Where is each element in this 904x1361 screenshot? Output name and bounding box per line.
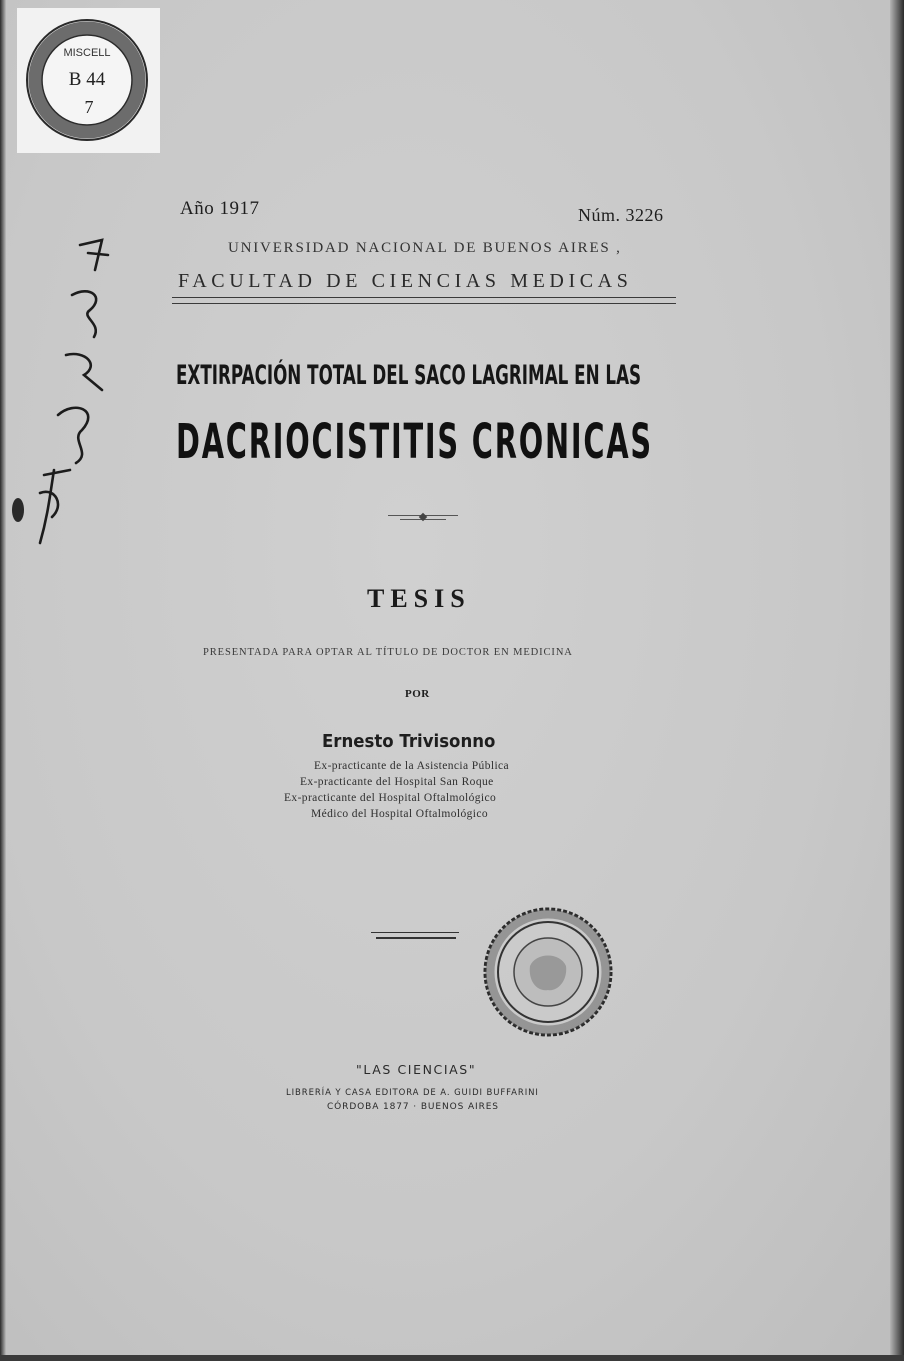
- thesis-heading: TESIS: [367, 584, 471, 613]
- title-line-1: EXTIRPACIÓN TOTAL DEL SACO LAGRIMAL EN LAS: [176, 360, 642, 391]
- university-name: UNIVERSIDAD NACIONAL DE BUENOS AIRES ,: [228, 240, 622, 256]
- credential-line: Ex-practicante de la Asistencia Pública: [314, 760, 510, 772]
- library-stamp: [478, 904, 618, 1040]
- author-name: Ernesto Trivisonno: [322, 731, 496, 752]
- label-line-1: MISCELL: [63, 47, 111, 59]
- library-seal: [17, 8, 160, 153]
- faculty-name: FACULTAD DE CIENCIAS MEDICAS: [178, 270, 633, 292]
- credential-line: Ex-practicante del Hospital Oftalmológico: [284, 792, 497, 804]
- separator-rule: [371, 932, 459, 933]
- year-label: Año 1917: [180, 198, 260, 219]
- library-label: [17, 8, 160, 153]
- handwritten-shelfmark: [10, 225, 120, 555]
- page-right-edge: [890, 0, 904, 1361]
- page-bottom-edge: [0, 1355, 904, 1361]
- header-rule-top: [172, 297, 676, 298]
- credential-line: Médico del Hospital Oftalmológico: [311, 808, 489, 820]
- publisher-line-3: CÓRDOBA 1877 · BUENOS AIRES: [327, 1102, 499, 1112]
- label-line-3: 7: [84, 97, 94, 117]
- page-left-edge: [0, 0, 6, 1361]
- publisher-line-2: LIBRERÍA Y CASA EDITORA DE A. GUIDI BUFFARINI: [286, 1088, 539, 1098]
- separator-rule: [376, 937, 456, 939]
- thesis-number: Núm. 3226: [578, 205, 664, 225]
- header-rule-bottom: [172, 303, 676, 304]
- label-line-2: B 44: [68, 69, 106, 90]
- title-line-2: DACRIOCISTITIS CRONICAS: [176, 414, 653, 470]
- publisher-name: "LAS CIENCIAS": [356, 1062, 477, 1077]
- by-label: POR: [405, 688, 430, 700]
- credential-line: Ex-practicante del Hospital San Roque: [300, 776, 494, 788]
- presented-line: PRESENTADA PARA OPTAR AL TÍTULO DE DOCTOR EN MEDICINA: [203, 647, 573, 658]
